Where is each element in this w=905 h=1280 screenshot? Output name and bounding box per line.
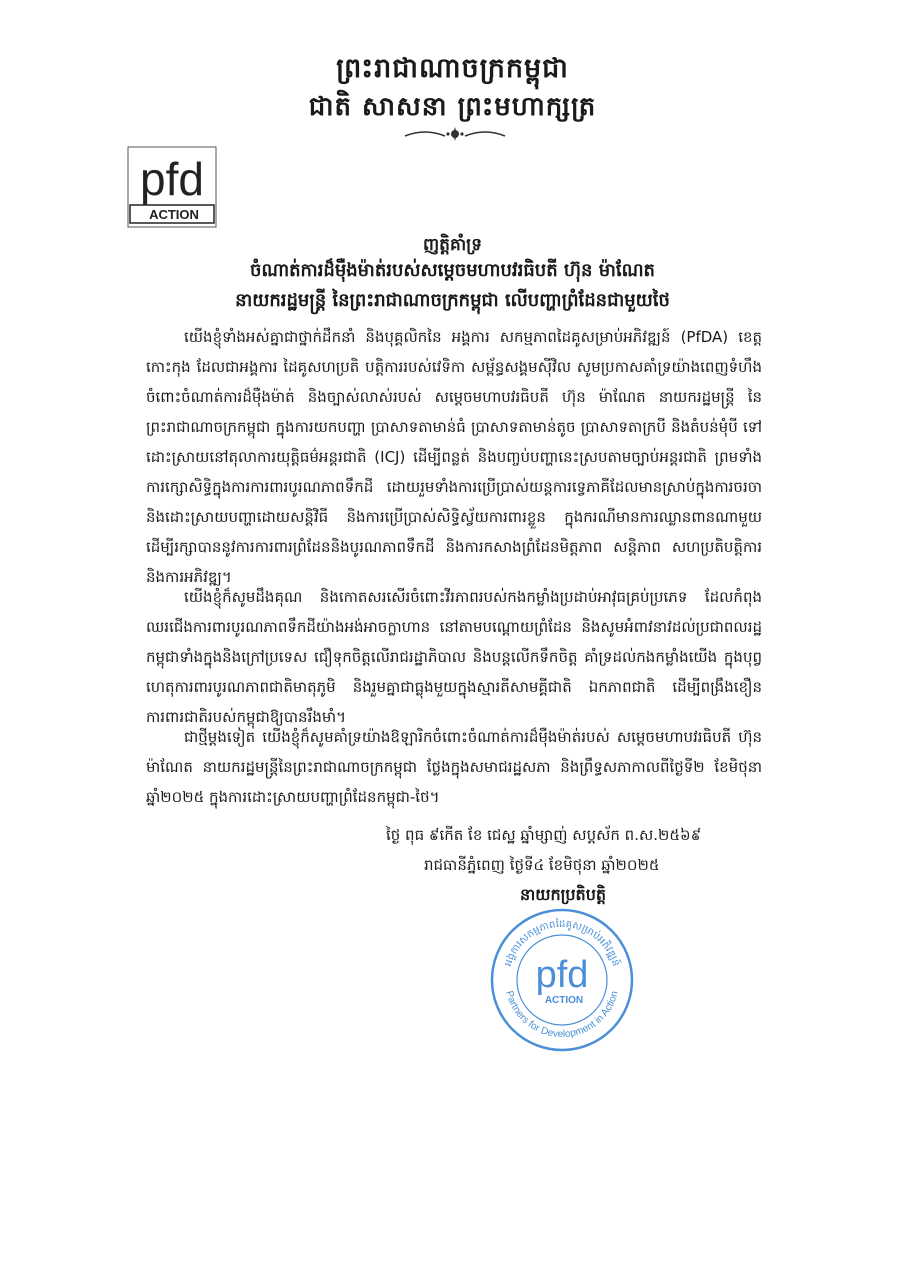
national-motto: ជាតិ សាសនា ព្រះមហាក្សត្រ: [308, 92, 597, 122]
stamp-ring-text: Partners for Development in Action: [503, 989, 621, 1041]
lunar-date: ថ្ងៃ ពុធ ៩កើត ខែ ជេស្ឋ ឆ្នាំម្សាញ់ សប្តស័ក ព.ស.២៥៦៩: [386, 826, 702, 844]
logo-text: pfd: [140, 153, 204, 205]
stamp-ring-text-khmer: អង្គការសកម្មភាពដៃគូសម្រាប់អភិវឌ្ឍន៍: [502, 918, 622, 968]
ornament-divider: [400, 124, 510, 144]
place-and-date: រាជធានីភ្នំពេញ ថ្ងៃទី៤ ខែមិថុនា ឆ្នាំ២០២៥: [424, 856, 660, 874]
document-title-line2: នាយករដ្ឋមន្ត្រី នៃព្រះរាជាណាចក្រកម្ពុជា លើបញ្ហាព្រំដែនជាមួយថៃ: [235, 290, 670, 311]
document-type: ញត្តិគាំទ្រ: [422, 235, 483, 255]
body-paragraph-2: យើងខ្ញុំក៏សូមដឹងគុណ និងកោតសរសើរចំពោះវីរភាពរបស់កងកម្លាំងប្រដាប់អាវុធគ្រប់ប្រភេទ ដែលកំពុងឈរជើងការពារបូរណភាពទឹកដីយ៉ាងអង់អាចក្លាហាន នៅតាមបណ្តោយព្រំដែន និងសូមអំពាវនាវដល់ប្រជាពលរដ្ឋកម្ពុជាទាំងក្នុងនិងក្រៅប្រទេស ជឿទុកចិត្តលើរាជរដ្ឋាភិបាល និងបន្តលើកទឹកចិត្ត គាំទ្រដល់កងកម្លាំងយើង ក្នុងបុព្វហេតុការពារបូរណភាពជាតិមាតុភូមិ និងរួមគ្នាជាធ្លុងមួយក្នុងស្មារតីសាមគ្គីជាតិ ឯកភាពជាតិ ដើម្បីពង្រឹងខឿនការពារជាតិរបស់កម្ពុជាឱ្យបានរឹងមាំ។: [146, 588, 762, 726]
organization-stamp: [487, 905, 637, 1055]
body-paragraph-3: ជាថ្មីម្តងទៀត យើងខ្ញុំក៏សូមគាំទ្រយ៉ាងឱឡារិកចំពោះចំណាត់ការដ៏ម៉ឺងម៉ាត់របស់ សម្តេចមហាបវរធិបតី ហ៊ុន ម៉ាណែត នាយករដ្ឋមន្ត្រីនៃព្រះរាជាណាចក្រកម្ពុជា ថ្លែងក្នុងសមាជរដ្ឋសភា និងព្រឹទ្ធសភាកាលពីថ្ងៃទី២ ខែមិថុនា ឆ្នាំ២០២៥ ក្នុងការដោះស្រាយបញ្ហាព្រំដែនកម្ពុជា-ថៃ។: [146, 728, 762, 806]
stamp-center-text: pfd: [535, 954, 589, 996]
stamp-center-subtext: ACTION: [544, 995, 584, 1006]
signer-title: នាយកប្រតិបត្តិ: [520, 885, 607, 904]
document-title-line1: ចំណាត់ការដ៏ម៉ឺងម៉ាត់របស់សម្តេចមហាបវរធិបតី ហ៊ុន ម៉ាណែត: [250, 260, 655, 281]
kingdom-heading: ព្រះរាជាណាចក្រកម្ពុជា: [336, 53, 569, 84]
body-paragraph-1: យើងខ្ញុំទាំងអស់គ្នាជាថ្នាក់ដឹកនាំ និងបុគ្គលិកនៃ អង្គការ សកម្មភាពដៃគូសម្រាប់អភិវឌ្ឍន៍ (PfDA) ខេត្តកោះកុង ដែលជាអង្គការ ដៃគូសហប្រតិ បត្តិការរបស់វេទិកា សម្ព័ន្ធសង្គមស៊ីវិល សូមប្រកាសគាំទ្រយ៉ាងពេញទំហឹងចំពោះចំណាត់ការដ៏ម៉ឺងម៉ាត់ និងច្បាស់លាស់របស់ សម្តេចមហាបវរធិបតី ហ៊ុន ម៉ាណែត នាយករដ្ឋមន្ត្រី នៃព្រះរាជាណាចក្រកម្ពុជា ក្នុងការយកបញ្ហា ប្រាសាទតាមាន់ធំ ប្រាសាទតាមាន់តូច ប្រាសាទតាក្របី និងតំបន់មុំបី ទៅដោះស្រាយនៅតុលាការយុត្តិធម៌អន្តរជាតិ (ICJ) ដើម្បីពន្លត់ និងបញ្ចប់បញ្ហានេះស្របតាមច្បាប់អន្តរជាតិ ព្រមទាំងការក្សោសិទ្ធិក្នុងការការពារបូរណភាពទឹកដី ដោយរួមទាំងការប្រើប្រាស់យន្តការទ្វេភាគីដែលមានស្រាប់ក្នុងការចរចានិងដោះស្រាយបញ្ហាដោយសន្តិវិធី និងការប្រើប្រាស់សិទ្ធិស្វ័យការពារខ្លួន ក្នុងករណីមានការឈ្លានពានណាមួយ ដើម្បីរក្សាបាននូវការការពារព្រំដែននិងបូរណភាពទឹកដី និងការកសាងព្រំដែនមិត្តភាព សន្តិភាព សហប្រតិបត្តិការ និងការអភិវឌ្ឍ។: [146, 328, 762, 586]
pfd-action-logo: [122, 143, 222, 233]
logo-subtext: ACTION: [149, 207, 199, 222]
